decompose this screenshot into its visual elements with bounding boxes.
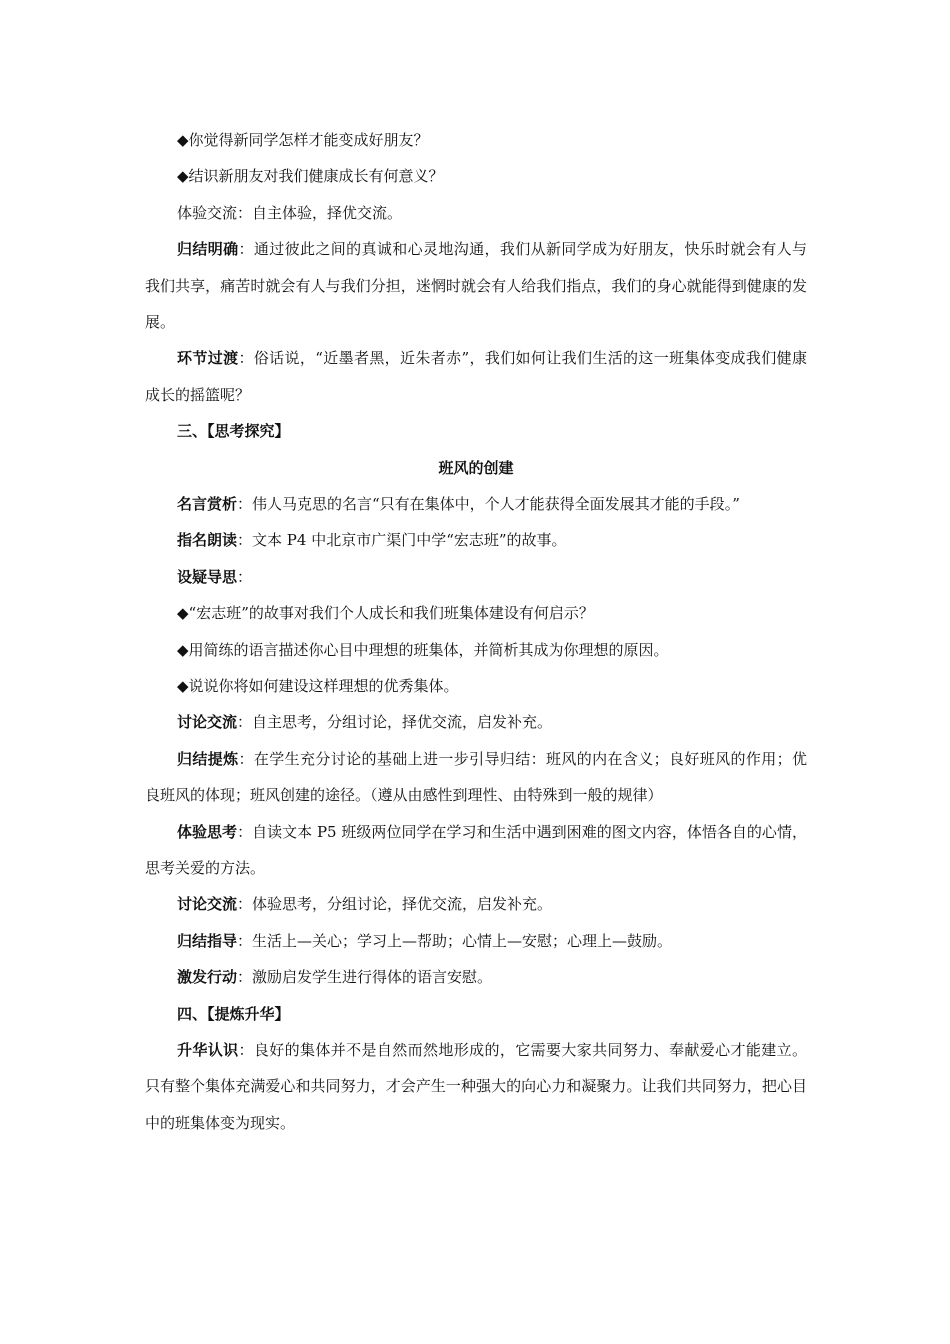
discussion-line-1 [145, 704, 807, 740]
refine-paragraph [145, 741, 807, 814]
question-hongzhi-class: ◆“宏志班”的故事对我们个人成长和我们班集体建设有何启示？ [177, 604, 594, 623]
experience-exchange: 体验交流：自主体验，择优交流。 [177, 203, 403, 222]
discussion-label-1: 讨论交流 [177, 713, 238, 732]
action-label: 激发行动 [177, 968, 238, 987]
reading-text: ：文本 P4 中北京市广渠门中学“宏志班”的故事。 [237, 531, 567, 550]
section-four-heading: 四、【提炼升华】 [177, 1004, 290, 1023]
reading-line [145, 522, 807, 558]
sublimation-text: ：良好的集体并不是自然而然地形成的，它需要大家共同努力、奉献爱心才能建立。只有整个集体充满爱心和共同努力，才会产生一种强大的向心力和凝聚力。让我们共同努力，把心目中的班集体变为现实。 [145, 1040, 807, 1132]
action-line [145, 959, 807, 995]
section-three-heading: 三、【思考探究】 [177, 422, 290, 441]
question-friendship-meaning: ◆结识新朋友对我们健康成长有何意义？ [177, 167, 444, 186]
reading-label: 指名朗读 [177, 531, 238, 550]
lead-label: 归结指导 [177, 931, 238, 950]
transition-paragraph [145, 340, 807, 413]
action-text: ：激励启发学生进行得体的语言安慰。 [237, 968, 493, 987]
discussion-text-2: ：体验思考，分组讨论，择优交流，启发补充。 [237, 895, 553, 914]
summary-paragraph [145, 231, 807, 340]
summary-text: ：通过彼此之间的真诚和心灵地沟通，我们从新同学成为好朋友，快乐时就会有人与我们共享，痛苦时就会有人与我们分担，迷惘时就会有人给我们指点，我们的身心就能得到健康的发展。 [145, 240, 807, 331]
think-text: ：自读文本 P5 班级两位同学在学习和生活中遇到困难的图文内容，体悟各自的心情，思考关爱的方法。 [145, 822, 807, 877]
question-new-classmates: ◆你觉得新同学怎样才能变成好朋友？ [177, 131, 429, 149]
transition-text: ：俗话说，“近墨者黑，近朱者赤”，我们如何让我们生活的这一班集体变成我们健康成长的摇篮呢？ [145, 349, 807, 404]
discussion-line-2 [145, 886, 807, 922]
refine-label: 归结提炼 [177, 749, 239, 768]
quote-paragraph [145, 486, 807, 522]
question-ideal-class: ◆用简练的语言描述你心目中理想的班集体，并简析其成为你理想的原因。 [177, 640, 669, 659]
guide-text: ： [237, 567, 253, 586]
lead-line [145, 923, 807, 959]
question-build-class: ◆说说你将如何建设这样理想的优秀集体。 [177, 676, 459, 695]
think-label: 体验思考 [177, 822, 238, 841]
transition-label: 环节过渡 [177, 349, 239, 368]
think-paragraph [145, 814, 807, 887]
sublimation-label: 升华认识 [177, 1040, 239, 1059]
quote-label: 名言赏析 [177, 494, 238, 513]
discussion-label-2: 讨论交流 [177, 895, 238, 914]
subsection-title: 班风的创建 [438, 458, 514, 477]
summary-label: 归结明确 [177, 240, 239, 259]
document-body [145, 122, 807, 1141]
refine-text: ：在学生充分讨论的基础上进一步引导归结：班风的内在含义；良好班风的作用；优良班风的体现；班风创建的途径。（遵从由感性到理性、由特殊到一般的规律） [145, 749, 807, 805]
guide-label: 设疑导思 [177, 567, 238, 586]
discussion-text-1: ：自主思考，分组讨论，择优交流，启发补充。 [237, 713, 553, 732]
quote-text: ：伟人马克思的名言“只有在集体中，个人才能获得全面发展其才能的手段。” [237, 494, 740, 513]
sublimation-paragraph [145, 1032, 807, 1141]
lead-text: ：生活上—关心；学习上—帮助；心情上—安慰；心理上—鼓励。 [237, 931, 673, 950]
guide-line [145, 559, 807, 595]
